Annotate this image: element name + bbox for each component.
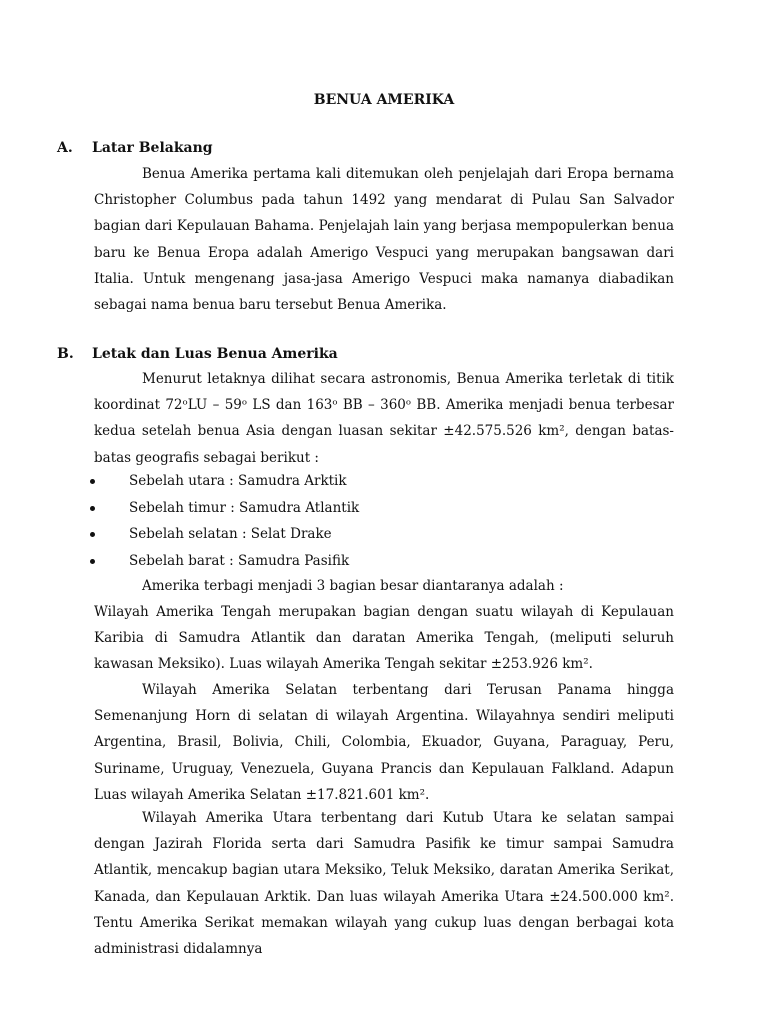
section-a-letter: A.	[57, 140, 73, 156]
section-b-heading	[57, 341, 675, 367]
central-america-paragraph: Wilayah Amerika Tengah merupakan bagian dengan suatu wilayah di Kepulauan Karibia di Samudra Atlantik dan daratan Amerika Tengah, (meliputi seluruh kawasan Meksiko). Luas wilayah Amerika Tengah sekitar ±253.926 km².	[94, 604, 674, 673]
section-a-title: Latar Belakang	[92, 140, 213, 156]
bullet-icon	[90, 506, 95, 511]
list-item: Sebelah utara : Samudra Arktik	[90, 468, 670, 495]
list-item: Sebelah timur : Samudra Atlantik	[90, 495, 670, 522]
section-a-paragraph: Benua Amerika pertama kali ditemukan oleh penjelajah dari Eropa bernama Christopher Columbus pada tahun 1492 yang mendarat di Pulau San Salvador bagian dari Kepulauan Bahama. Penjelajah lain yang berjasa mempopulerkan benua baru ke Benua Eropa adalah Amerigo Vespuci yang merupakan bangsawan dari Italia. Untuk mengenang jasa-jasa Amerigo Vespuci maka namanya diabadikan sebagai nama benua baru tersebut Benua Amerika.	[94, 166, 674, 314]
section-b-title: Letak dan Luas Benua Amerika	[92, 346, 338, 362]
north-america-paragraph: Wilayah Amerika Utara terbentang dari Kutub Utara ke selatan sampai dengan Jazirah Florida serta dari Samudra Pasifik ke timur sampai Samudra Atlantik, mencakup bagian utara Meksiko, Teluk Meksiko, daratan Amerika Serikat, Kanada, dan Kepulauan Arktik. Dan luas wilayah Amerika Utara ±24.500.000 km². Tentu Amerika Serikat memakan wilayah yang cukup luas dengan berbagai kota administrasi didalamnya	[94, 810, 674, 958]
bullet-icon	[90, 559, 95, 564]
section-a-heading	[57, 135, 675, 161]
division-intro: Amerika terbagi menjadi 3 bagian besar diantaranya adalah :	[142, 578, 564, 594]
bullet-icon	[90, 532, 95, 537]
border-list	[90, 468, 670, 574]
list-item: Sebelah barat : Samudra Pasifik	[90, 548, 670, 575]
page-title: BENUA AMERIKA	[313, 92, 455, 108]
list-item: Sebelah selatan : Selat Drake	[90, 521, 670, 548]
south-america-paragraph: Wilayah Amerika Selatan terbentang dari Terusan Panama hingga Semenanjung Horn di selatan di wilayah Argentina. Wilayahnya sendiri meliputi Argentina, Brasil, Bolivia, Chili, Colombia, Ekuador, Guyana, Paraguay, Peru, Suriname, Uruguay, Venezuela, Guyana Prancis dan Kepulauan Falkland. Adapun Luas wilayah Amerika Selatan ±17.821.601 km².	[94, 682, 674, 803]
section-b-intro: Menurut letaknya dilihat secara astronomis, Benua Amerika terletak di titik koordinat 72ᵒLU – 59ᵒ LS dan 163ᵒ BB – 360ᵒ BB. Amerika menjadi benua terbesar kedua setelah benua Asia dengan luasan sekitar ±42.575.526 km², dengan batas-batas geografis sebagai berikut :	[94, 371, 674, 466]
bullet-icon	[90, 479, 95, 484]
section-b-letter: B.	[57, 346, 74, 362]
